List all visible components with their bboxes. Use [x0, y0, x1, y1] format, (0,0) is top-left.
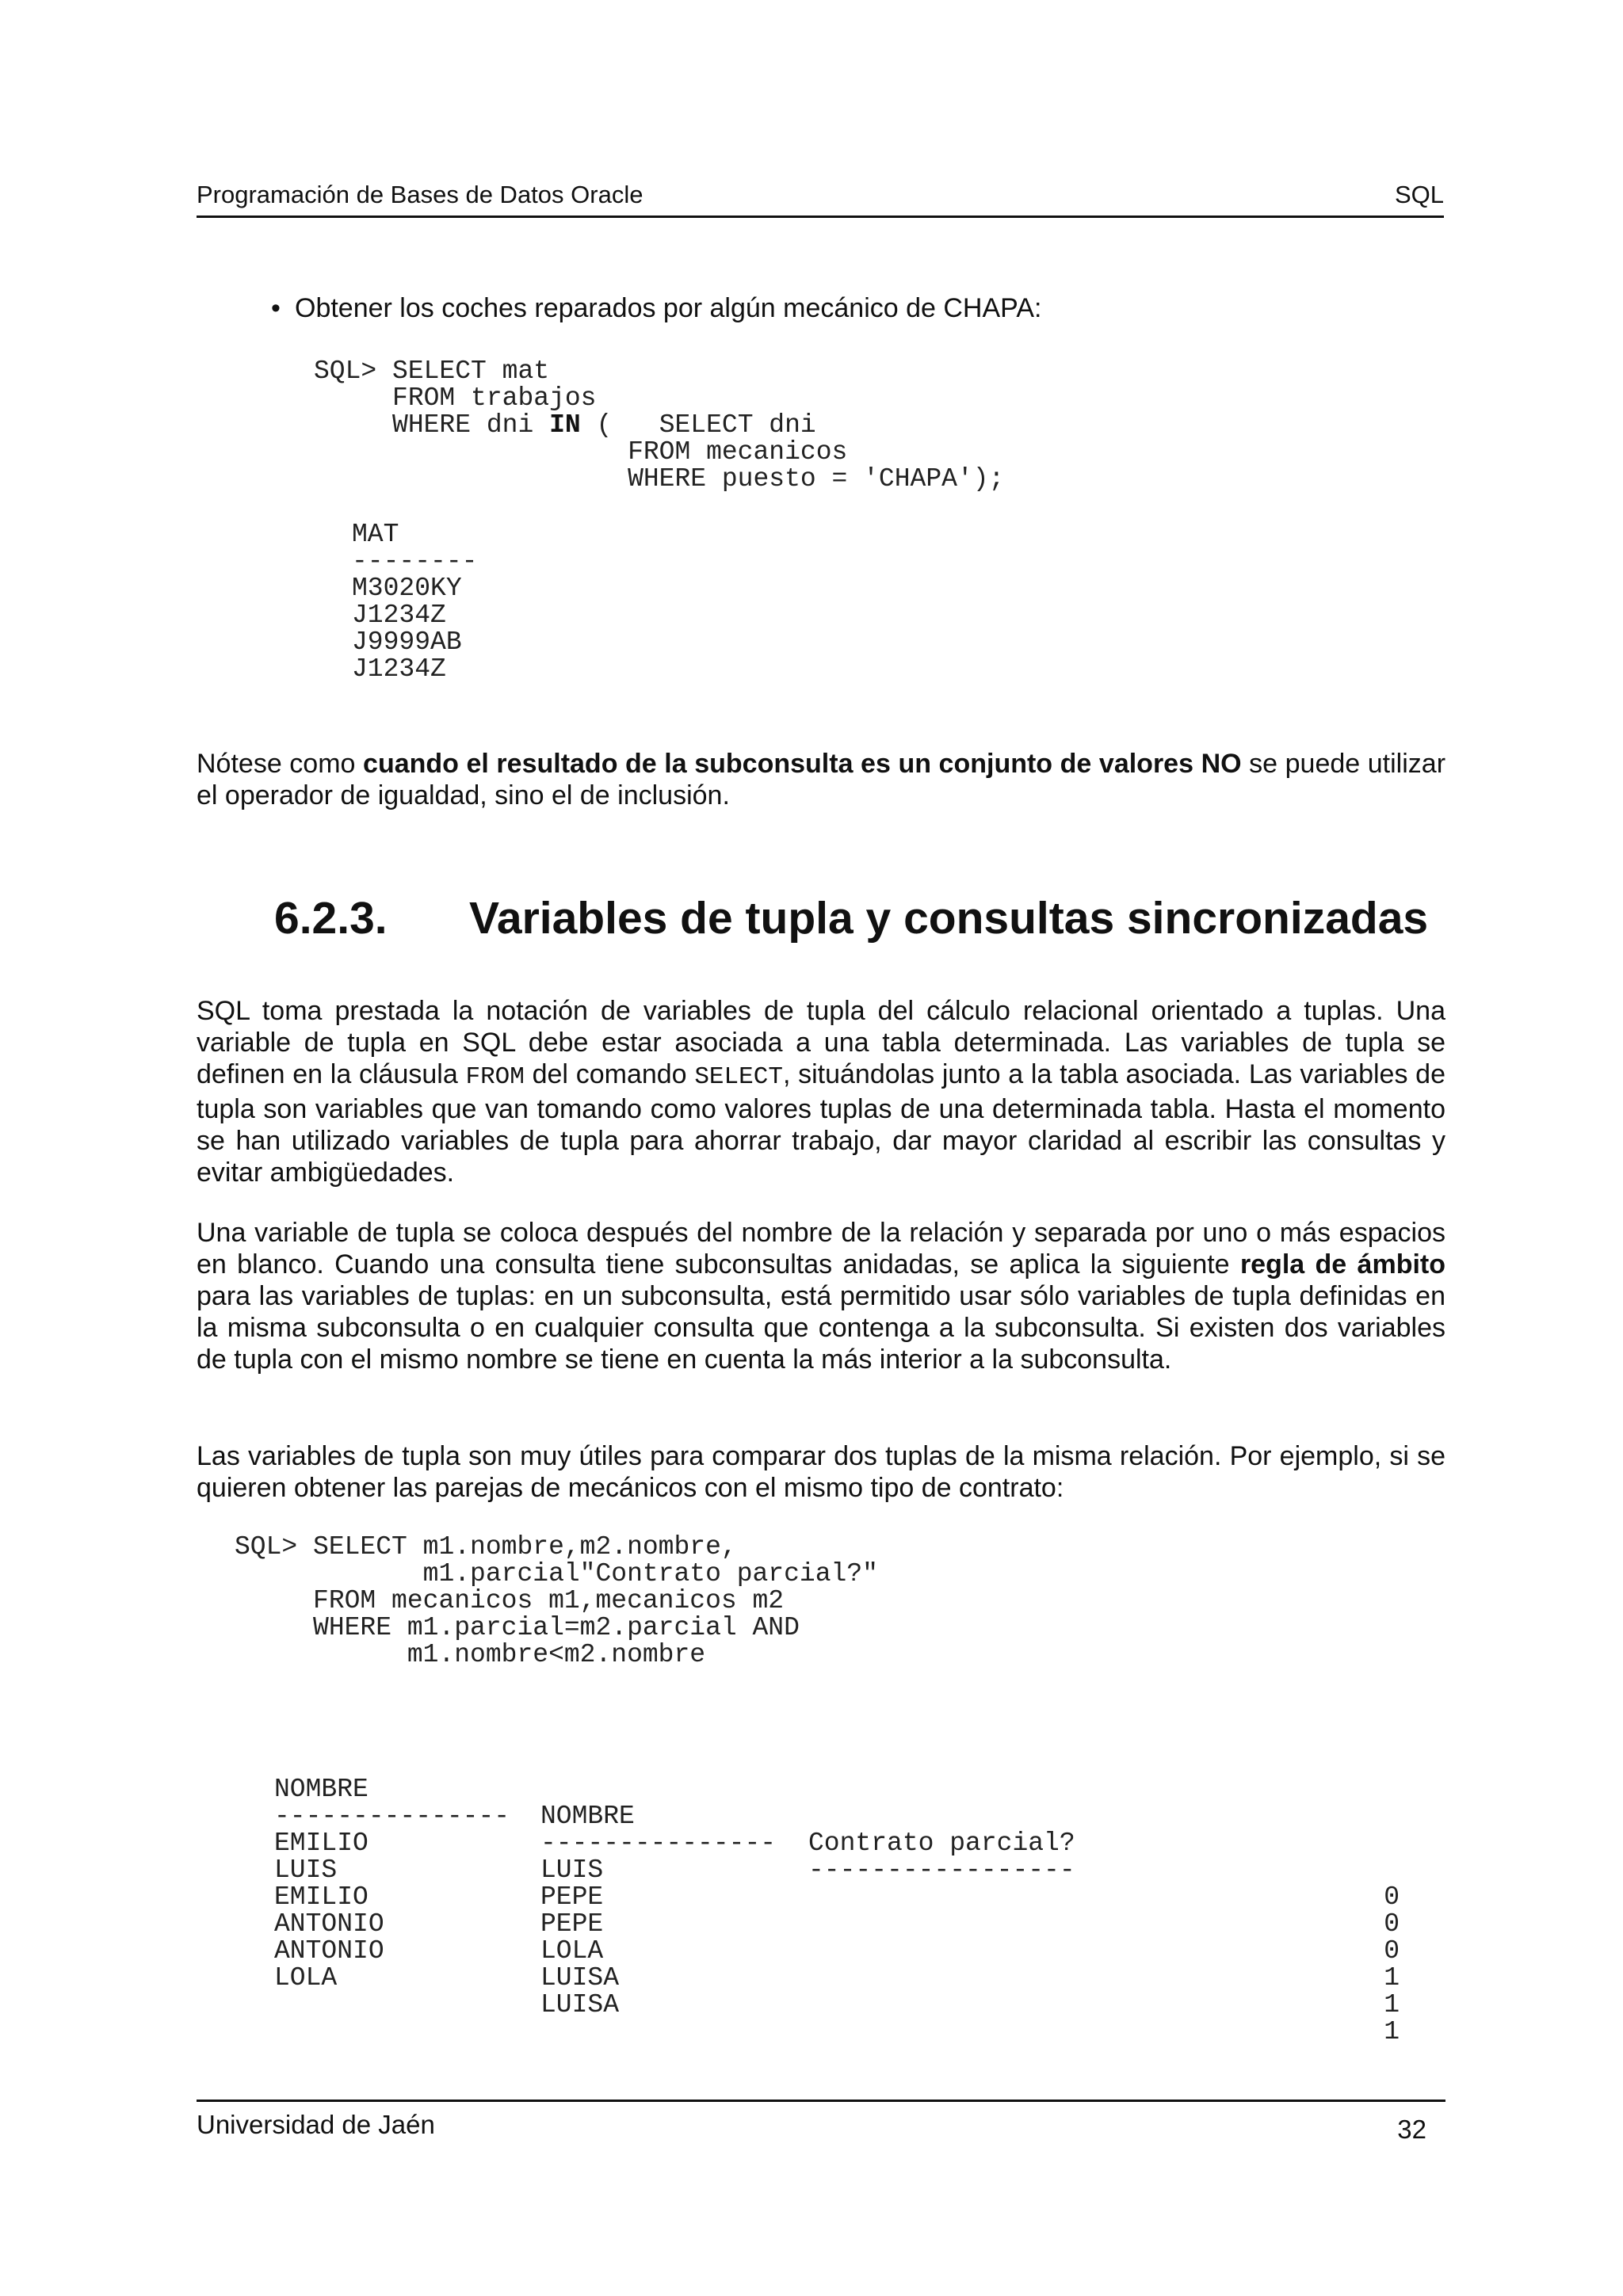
- table-cell: LUIS: [274, 1855, 338, 1885]
- section-number: 6.2.3.: [274, 893, 388, 944]
- page-number: 32: [1397, 2115, 1426, 2144]
- table-cell: 1: [1384, 1990, 1400, 2019]
- paragraph-2: [197, 1217, 1445, 1375]
- table-cell: EMILIO: [274, 1829, 369, 1858]
- query-2-line-2: m1.parcial"Contrato parcial?": [235, 1559, 878, 1589]
- result-1-column: MAT: [352, 520, 399, 549]
- result-1-row: J1234Z: [352, 654, 446, 684]
- paragraph-1-text: , situándolas junto a la tabla asociada. Las variables de tupla son variables que van tomando como valores tuplas de una determinada tabla. Hasta el momento se han utilizado variables de tupla para ahorrar trabajo, dar mayor claridad al escribir las consultas y evitar ambigüedades.: [197, 1059, 1445, 1188]
- result-2-header: NOMBRE: [540, 1802, 635, 1831]
- result-1-row: J1234Z: [352, 601, 446, 630]
- paragraph-2-text: Una variable de tupla se coloca después del nombre de la relación y separada por uno o más espacios en blanco. Cuando una consulta tiene subconsultas anidadas, se aplica la siguiente: [197, 1218, 1445, 1280]
- bullet-item: [271, 293, 1041, 324]
- query-1-code: [314, 358, 1004, 493]
- query-1-line-5: WHERE puesto = 'CHAPA');: [314, 464, 1005, 494]
- section-heading: [274, 892, 1428, 944]
- paragraph-1-text: del comando: [524, 1059, 695, 1089]
- result-2-rule: ---------------: [540, 1829, 777, 1858]
- query-2-line-3: FROM mecanicos m1,mecanicos m2: [235, 1586, 785, 1615]
- note-paragraph: [197, 748, 1445, 811]
- result-2-rule: ---------------: [274, 1802, 510, 1831]
- note-text-bold: cuando el resultado de la subconsulta es un conjunto de valores NO: [363, 749, 1242, 779]
- result-2-table: [274, 1749, 1400, 2046]
- query-1-line-3b: ( SELECT dni: [580, 410, 816, 440]
- page-header: [197, 179, 1444, 218]
- table-cell: LUIS: [540, 1855, 604, 1885]
- table-cell: LUISA: [540, 1990, 620, 2019]
- inline-code-select: SELECT: [694, 1063, 783, 1091]
- paragraph-1: [197, 995, 1445, 1188]
- paragraph-2-text: para las variables de tuplas: en un subconsulta, está permitido usar sólo variables de tupla definidas en la misma subconsulta o en cualquier consulta que contenga a la subconsulta. Si existen dos variables de tupla con el mismo nombre se tiene en cuenta la más interior a la subconsulta.: [197, 1281, 1445, 1375]
- query-2-line-5: m1.nombre<m2.nombre: [235, 1640, 706, 1669]
- table-cell: LUISA: [540, 1963, 620, 1993]
- section-title: Variables de tupla y consultas sincronizadas: [469, 893, 1429, 944]
- table-row: [274, 1938, 1400, 2046]
- query-1-line-1: SQL> SELECT mat: [314, 357, 550, 386]
- query-2-line-4: WHERE m1.parcial=m2.parcial AND: [235, 1613, 800, 1642]
- table-cell: ANTONIO: [274, 1936, 384, 1966]
- result-1-row: J9999AB: [352, 627, 462, 657]
- result-2-header: Contrato parcial?: [808, 1829, 1075, 1858]
- result-1-rule: --------: [352, 547, 478, 576]
- bullet-text: Obtener los coches reparados por algún mecánico de CHAPA:: [295, 293, 1042, 323]
- query-1-line-4: FROM mecanicos: [314, 437, 848, 467]
- note-text-before: Nótese como: [197, 749, 364, 779]
- table-cell: 1: [1384, 1963, 1400, 1993]
- header-title: Programación de Bases de Datos Oracle: [197, 181, 643, 208]
- result-1-table: [352, 521, 477, 683]
- query-1-keyword-in: IN: [549, 410, 581, 440]
- table-cell: LOLA: [274, 1963, 338, 1993]
- bullet-symbol: •: [271, 293, 281, 323]
- paragraph-3: Las variables de tupla son muy útiles para comparar dos tuplas de la misma relación. Por ejemplo, si se quieren obtener las parejas de mecánicos con el mismo tipo de contrato:: [197, 1441, 1445, 1503]
- paragraph-2-bold: regla de ámbito: [1239, 1249, 1446, 1280]
- result-2-rule: -----------------: [808, 1855, 1075, 1885]
- table-cell: ANTONIO: [274, 1909, 384, 1939]
- result-1-row: M3020KY: [352, 574, 462, 603]
- query-1-line-3a: WHERE dni: [314, 410, 550, 440]
- query-2-line-1: SQL> SELECT m1.nombre,m2.nombre,: [235, 1532, 737, 1562]
- query-1-line-2: FROM trabajos: [314, 383, 597, 413]
- page-footer: [197, 2100, 1445, 2144]
- table-cell: 1: [1384, 2017, 1400, 2046]
- table-cell: PEPE: [540, 1909, 604, 1939]
- footer-institution: Universidad de Jaén: [197, 2110, 435, 2139]
- inline-code-from: FROM: [465, 1063, 525, 1091]
- table-cell: 0: [1384, 1909, 1400, 1939]
- header-section: SQL: [1394, 181, 1444, 208]
- table-cell: 0: [1384, 1936, 1400, 1966]
- result-2-header: NOMBRE: [274, 1775, 369, 1804]
- note-text-after: se puede utilizar el operador de igualdad, sino el de inclusión.: [197, 749, 1446, 810]
- table-cell: EMILIO: [274, 1882, 369, 1912]
- paragraph-1-text: SQL toma prestada la notación de variables de tupla del cálculo relacional orientado a tuplas. Una variable de tupla en SQL debe estar asociada a una tabla determinada. Las variables de tupla se definen en la cláusula: [197, 996, 1445, 1089]
- query-2-code: [235, 1534, 878, 1669]
- table-cell: LOLA: [540, 1936, 604, 1966]
- table-cell: PEPE: [540, 1882, 604, 1912]
- table-cell: 0: [1384, 1882, 1400, 1912]
